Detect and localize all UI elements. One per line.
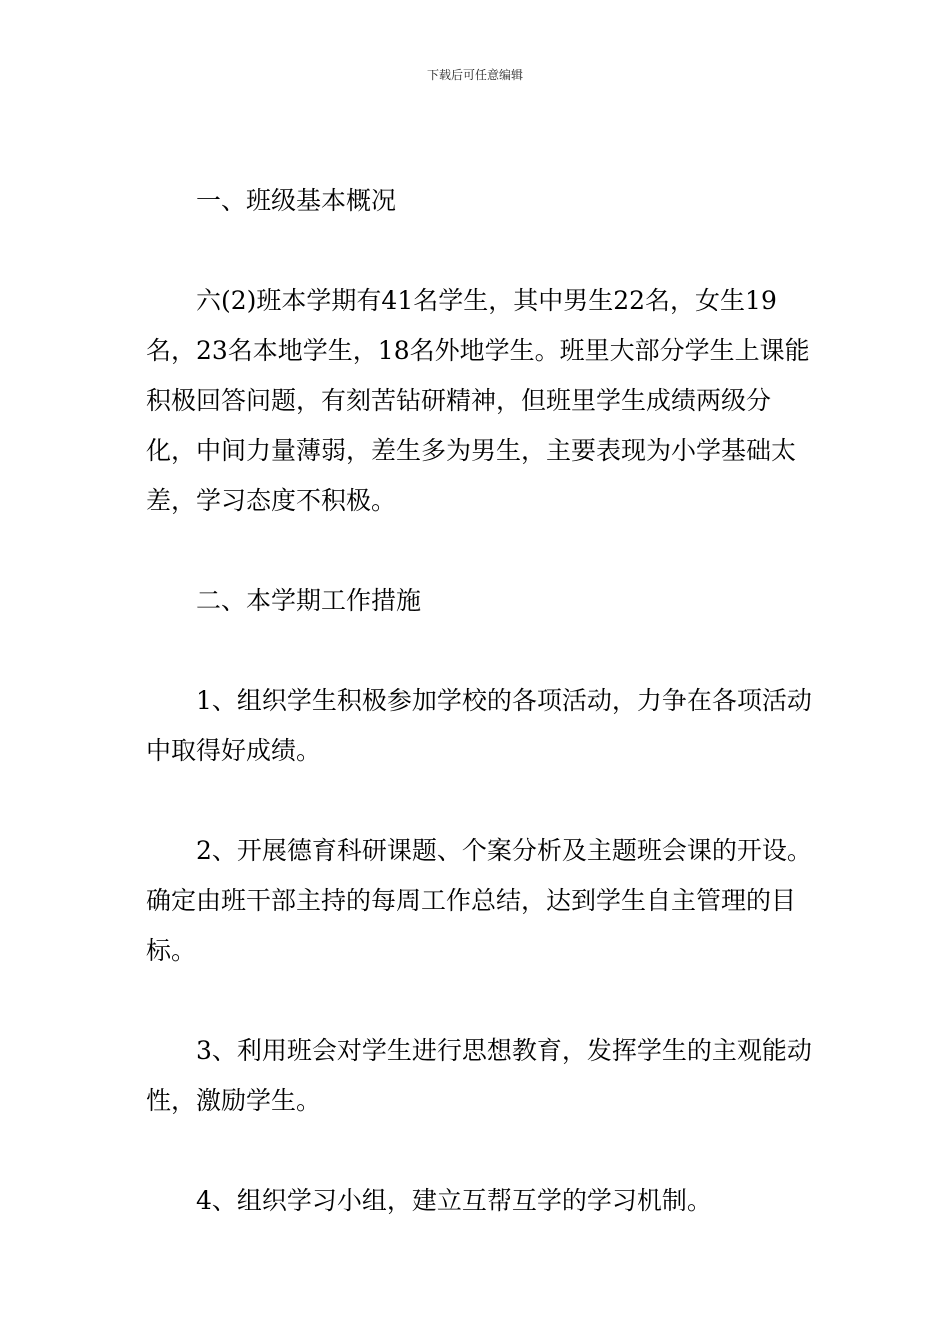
section-heading-work-measures: 二、本学期工作措施: [196, 586, 422, 615]
list-item-measure-3: 3、利用班会对学生进行思想教育，发挥学生的主观能动性，激励学生。: [146, 1036, 812, 1115]
list-item-measure-4: 4、组织学习小组，建立互帮互学的学习机制。: [196, 1186, 712, 1215]
list-item-measure-2: 2、开展德育科研课题、个案分析及主题班会课的开设。确定由班干部主持的每周工作总结，达到学生自主管理的目标。: [146, 836, 812, 965]
list-item-measure-1: 1、组织学生积极参加学校的各项活动，力争在各项活动中取得好成绩。: [146, 686, 812, 765]
document-body: [146, 176, 812, 1226]
download-note: 下载后可任意编辑: [426, 68, 523, 82]
paragraph-class-overview: 六(2)班本学期有41名学生，其中男生22名，女生19名，23名本地学生，18名外地学生。班里大部分学生上课能积极回答问题，有刻苦钻研精神，但班里学生成绩两级分化，中间力量薄弱，差生多为男生，主要表现为小学基础太差，学习态度不积极。: [146, 286, 810, 515]
section-heading-class-overview: 一、班级基本概况: [196, 186, 397, 215]
